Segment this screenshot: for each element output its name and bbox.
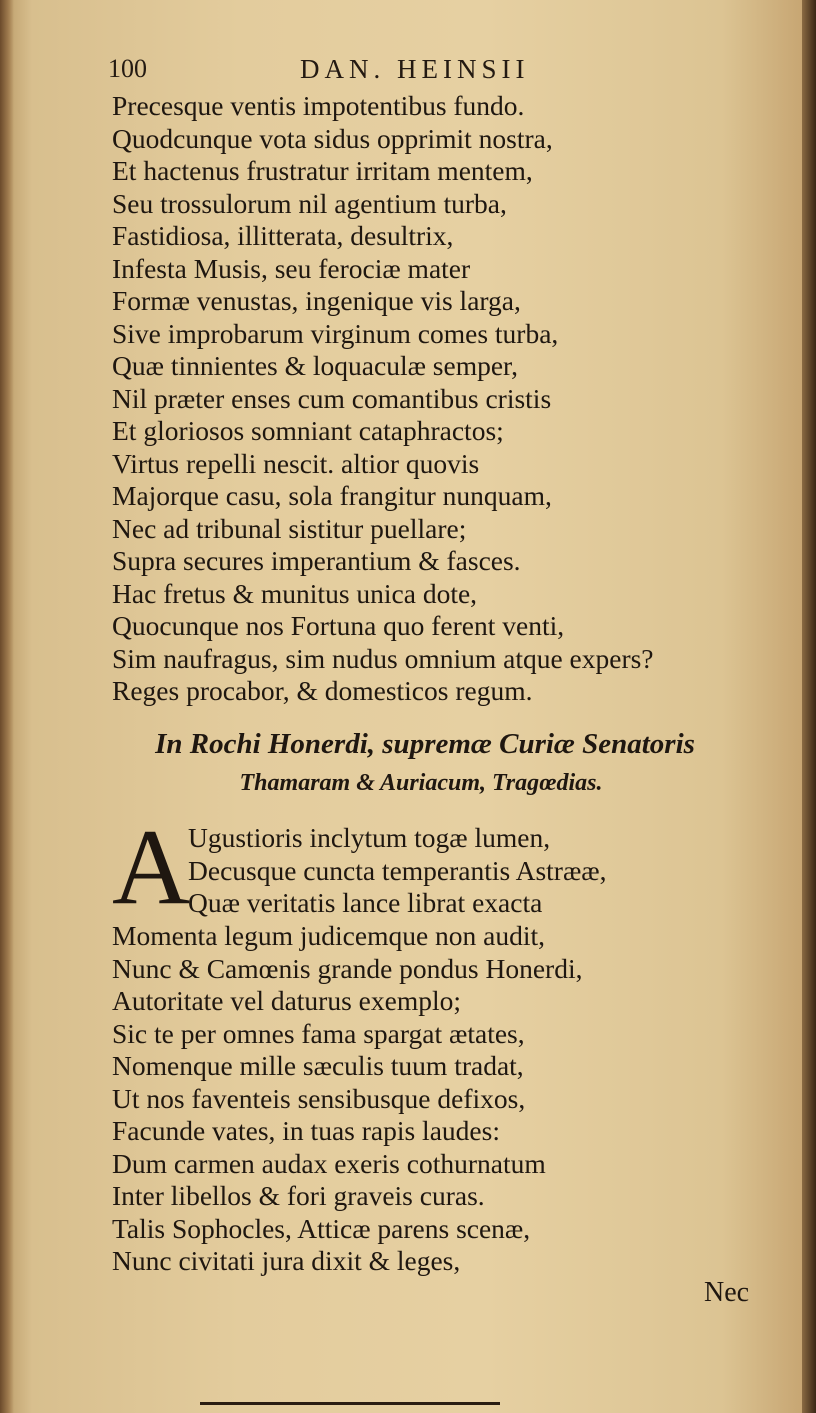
verse-line: Supra secures imperantium & fasces. — [112, 545, 521, 576]
verse-line: Ut nos faventeis sensibusque defixos, — [112, 1082, 526, 1114]
verse-line: Autoritate vel daturus exemplo; — [112, 985, 462, 1016]
verse-line: Nil præter enses cum comantibus cristis — [112, 382, 552, 414]
verse-line: Formæ venustas, ingenique vis larga, — [112, 285, 521, 316]
verse-line: Hac fretus & munitus unica dote, — [112, 577, 478, 609]
verse-line: Dum carmen audax exeris cothurnatum — [112, 1147, 546, 1179]
verse-line: Sive improbarum virginum comes turba, — [112, 317, 559, 349]
verse-line: Quæ veritatis lance librat exacta — [188, 887, 543, 918]
bottom-rule — [200, 1402, 500, 1405]
verse-line: Quodcunque vota sidus opprimit nostra, — [112, 122, 553, 154]
page-header — [108, 54, 608, 90]
poem-verse-block-2-indented — [188, 822, 607, 920]
verse-line: Quocunque nos Fortuna quo ferent venti, — [112, 610, 565, 641]
verse-line: Decusque cuncta temperantis Astrææ, — [188, 854, 607, 886]
catchword: Nec — [704, 1277, 750, 1308]
verse-line: Talis Sophocles, Atticæ parens scenæ, — [112, 1212, 531, 1244]
poem-title-line-2: Thamaram & Auriacum, Tragœdias. — [239, 770, 603, 796]
verse-line: Ugustioris inclytum togæ lumen, — [188, 822, 551, 853]
verse-line: Reges procabor, & domesticos regum. — [112, 675, 533, 706]
verse-line: Et hactenus frustratur irritam mentem, — [112, 155, 533, 186]
verse-line: Nunc & Camœnis grande pondus Honerdi, — [112, 952, 583, 984]
verse-line: Quæ tinnientes & loquaculæ semper, — [112, 350, 518, 381]
verse-line: Seu trossulorum nil agentium turba, — [112, 187, 507, 219]
verse-line: Nunc civitati jura dixit & leges, — [112, 1245, 461, 1276]
poem-title-line-1: In Rochi Honerdi, supremæ Curiæ Senatoris — [155, 728, 695, 760]
verse-line: Precesque ventis impotentibus fundo. — [112, 90, 525, 121]
verse-line: Nec ad tribunal sistitur puellare; — [112, 512, 467, 544]
page-gutter-shadow — [0, 0, 14, 1413]
verse-line: Sic te per omnes fama spargat ætates, — [112, 1017, 525, 1049]
verse-line: Fastidiosa, illitterata, desultrix, — [112, 220, 454, 251]
book-edge — [802, 0, 816, 1413]
poem-verse-block-1 — [112, 90, 654, 708]
drop-cap: A — [112, 808, 190, 927]
verse-line: Majorque casu, sola frangitur nunquam, — [112, 480, 552, 511]
verse-line: Infesta Musis, seu ferociæ mater — [112, 252, 471, 284]
verse-line: Sim naufragus, sim nudus omnium atque expers? — [112, 642, 654, 674]
verse-line: Facunde vates, in tuas rapis laudes: — [112, 1115, 500, 1146]
verse-line: Momenta legum judicemque non audit, — [112, 920, 546, 951]
poem-verse-block-2 — [112, 920, 582, 1278]
verse-line: Virtus repelli nescit. altior quovis — [112, 447, 480, 479]
page-number: 100 — [108, 54, 147, 83]
verse-line: Et gloriosos somniant cataphractos; — [112, 415, 504, 446]
verse-line: Nomenque mille sæculis tuum tradat, — [112, 1050, 524, 1081]
verse-line: Inter libellos & fori graveis curas. — [112, 1180, 485, 1211]
running-head: DAN. HEINSII — [300, 54, 530, 84]
